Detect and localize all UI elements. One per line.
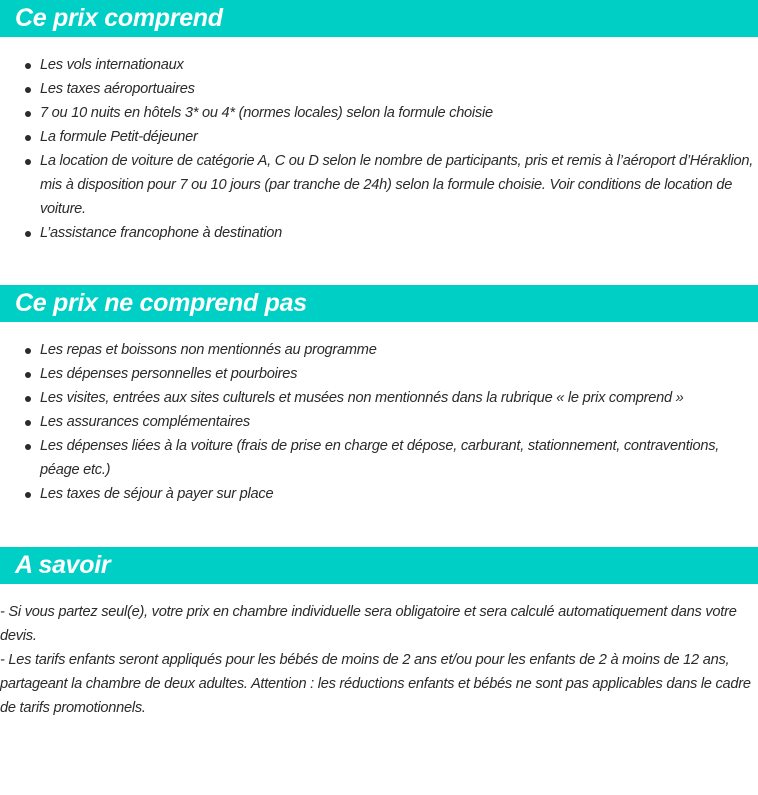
- excludes-list: [0, 338, 758, 506]
- list-item: 7 ou 10 nuits en hôtels 3* ou 4* (normes locales) selon la formule choisie: [40, 101, 758, 125]
- savoir-paragraph: - Les tarifs enfants seront appliqués pour les bébés de moins de 2 ans et/ou pour les enfants de 2 à moins de 12 ans, partageant la chambre de deux adultes. Attention : les réductions enfants et bébés ne sont pas applicables dans le cadre de tarifs promotionnels.: [0, 652, 751, 716]
- includes-list: [0, 53, 758, 245]
- list-item: La location de voiture de catégorie A, C ou D selon le nombre de participants, pris et remis à l’aéroport d’Héraklion, mis à disposition pour 7 ou 10 jours (par tranche de 24h) selon la formule choisie. Voir conditions de location de voiture.: [40, 149, 758, 221]
- section-title-includes: Ce prix comprend: [0, 0, 758, 37]
- section-savoir: [0, 547, 758, 720]
- list-item: Les assurances complémentaires: [40, 410, 758, 434]
- list-item: Les visites, entrées aux sites culturels et musées non mentionnés dans la rubrique « le prix comprend »: [40, 386, 758, 410]
- savoir-notes: [0, 600, 758, 720]
- section-title-excludes: Ce prix ne comprend pas: [0, 285, 758, 322]
- list-item: Les dépenses liées à la voiture (frais de prise en charge et dépose, carburant, stationnement, contraventions, péage etc.): [40, 434, 758, 482]
- list-item: Les vols internationaux: [40, 53, 758, 77]
- list-item: Les taxes aéroportuaires: [40, 77, 758, 101]
- section-excludes: [0, 285, 758, 506]
- list-item: La formule Petit-déjeuner: [40, 125, 758, 149]
- list-item: L’assistance francophone à destination: [40, 221, 758, 245]
- list-item: Les dépenses personnelles et pourboires: [40, 362, 758, 386]
- list-item: Les repas et boissons non mentionnés au programme: [40, 338, 758, 362]
- savoir-paragraph: - Si vous partez seul(e), votre prix en chambre individuelle sera obligatoire et sera calculé automatiquement dans votre devis.: [0, 604, 737, 644]
- section-title-savoir: A savoir: [0, 547, 758, 584]
- list-item: Les taxes de séjour à payer sur place: [40, 482, 758, 506]
- section-includes: [0, 0, 758, 245]
